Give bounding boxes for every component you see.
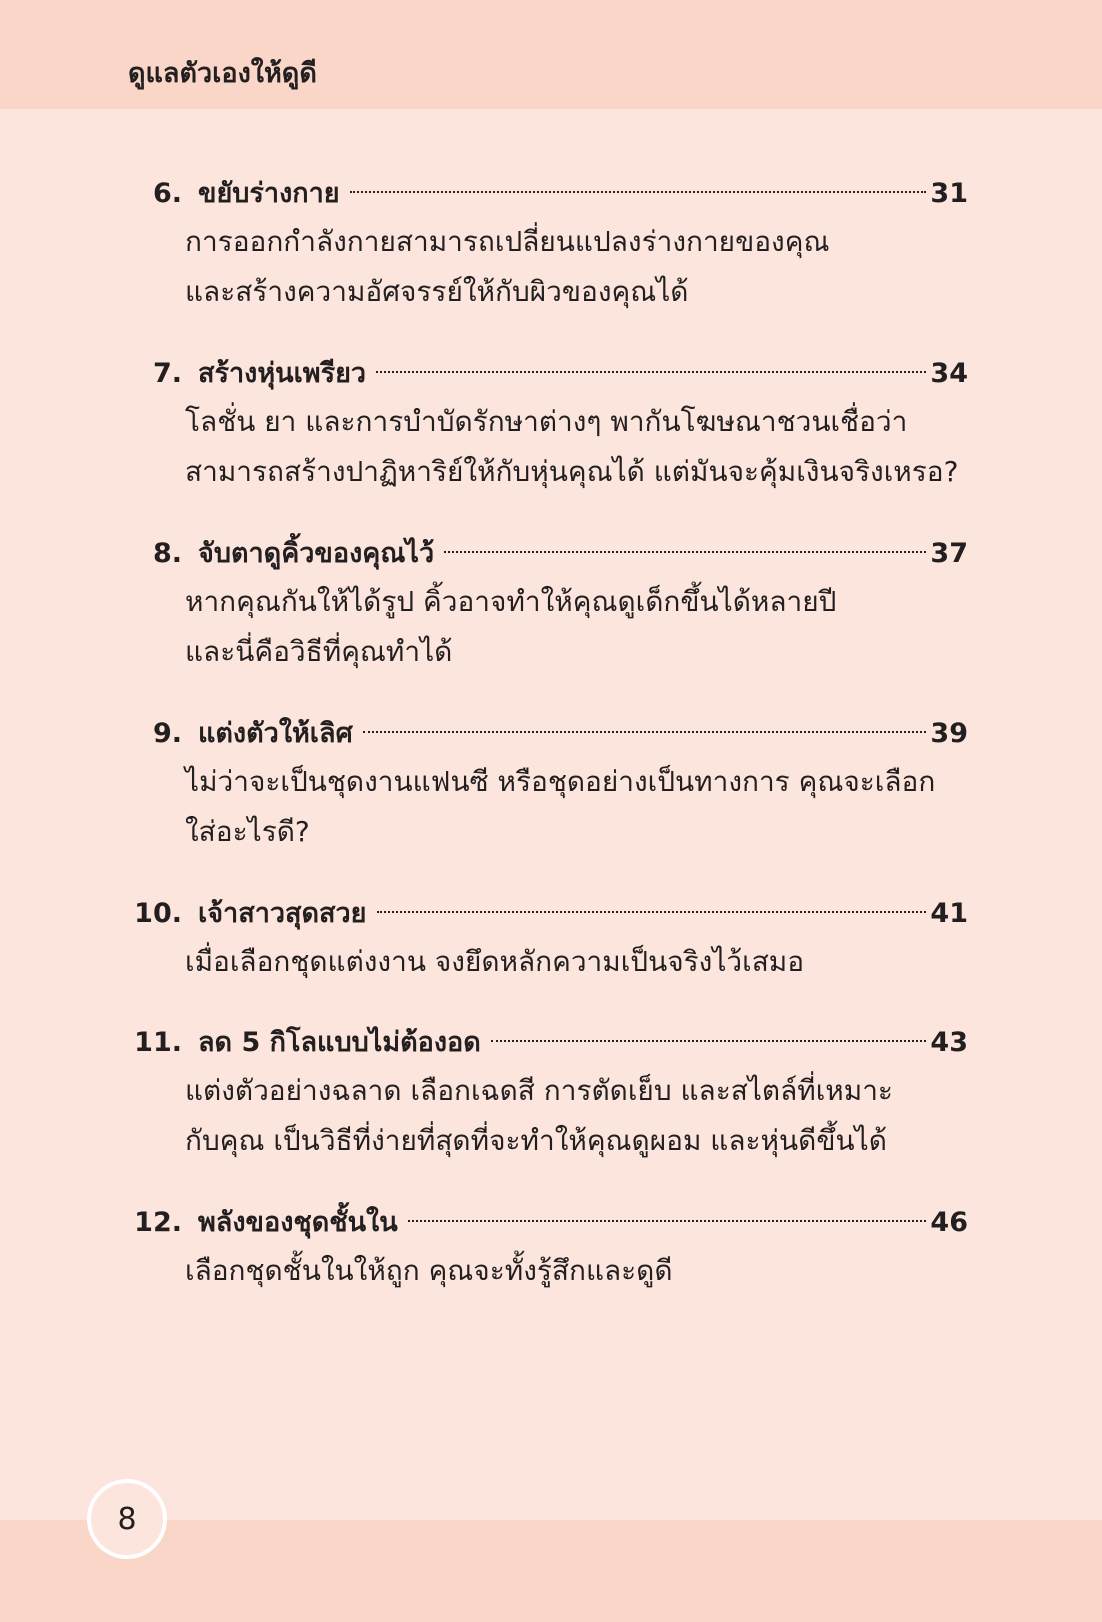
dot-leader [376, 371, 926, 373]
toc-entry-description-line: ไม่ว่าจะเป็นชุดงานแฟนซี หรือชุดอย่างเป็นทางการ คุณจะเลือก [185, 765, 936, 798]
toc-entry-description-line: เมื่อเลือกชุดแต่งงาน จงยึดหลักความเป็นจริงไว้เสมอ [185, 945, 805, 978]
toc-entry-heading [130, 531, 968, 577]
toc-entry-page: 39 [930, 718, 968, 749]
toc-entry-description-line: หากคุณกันให้ได้รูป คิ้วอาจทำให้คุณดูเด็กขึ้นได้หลายปี [185, 585, 837, 618]
toc-entry-heading [130, 171, 968, 217]
toc-entry-description-line: แต่งตัวอย่างฉลาด เลือกเฉดสี การตัดเย็บ และสไตล์ที่เหมาะ [185, 1074, 893, 1107]
dot-leader [350, 191, 927, 193]
toc-entry-page: 37 [930, 538, 968, 569]
toc-entry[interactable] [130, 711, 968, 857]
toc-entry-description-line: การออกกำลังกายสามารถเปลี่ยนแปลงร่างกายของคุณ [185, 225, 830, 258]
toc-entry-title: จับตาดูคิ้วของคุณไว้ [198, 538, 435, 569]
toc-entry-description-line: เลือกชุดชั้นในให้ถูก คุณจะทั้งรู้สึกและดูดี [185, 1254, 673, 1287]
toc-entry-title: ลด 5 กิโลแบบไม่ต้องอด [198, 1027, 481, 1058]
toc-entry-heading [130, 1200, 968, 1246]
toc-entry-page: 34 [930, 358, 968, 389]
footer-band [0, 1520, 1102, 1622]
toc-entry-description-line: และสร้างความอัศจรรย์ให้กับผิวของคุณได้ [185, 275, 689, 308]
toc-entry[interactable] [130, 891, 968, 987]
dot-leader [377, 911, 927, 913]
toc-entry[interactable] [130, 531, 968, 677]
toc-entry-number: 12. [134, 1207, 182, 1238]
toc-entry-page: 43 [930, 1027, 968, 1058]
toc-entry[interactable] [130, 1020, 968, 1166]
toc-entry-number: 8. [152, 538, 182, 569]
toc-entry-number: 7. [152, 358, 182, 389]
toc-entry-description-line: ใส่อะไรดี? [185, 815, 310, 848]
toc-entry-heading [130, 891, 968, 937]
dot-leader [363, 731, 927, 733]
page-number: 8 [117, 1501, 137, 1537]
toc-entry-heading [130, 711, 968, 757]
dot-leader [444, 551, 926, 553]
toc-entry-description-line: และนี่คือวิธีที่คุณทำได้ [185, 635, 453, 668]
toc-entry-page: 46 [930, 1207, 968, 1238]
toc-entry-page: 31 [930, 178, 968, 209]
toc-entry-heading [130, 351, 968, 397]
dot-leader [491, 1040, 927, 1042]
toc-entry[interactable] [130, 351, 968, 497]
toc-entry-title: พลังของชุดชั้นใน [198, 1207, 398, 1238]
toc-entry[interactable] [130, 171, 968, 317]
toc-entry-description-line: กับคุณ เป็นวิธีที่ง่ายที่สุดที่จะทำให้คุณดูผอม และหุ่นดีขึ้นได้ [185, 1124, 887, 1157]
toc-entry-title: ขยับร่างกาย [198, 178, 340, 209]
toc-entry-title: เจ้าสาวสุดสวย [198, 898, 367, 929]
toc-entry-number: 6. [152, 178, 182, 209]
running-title: ดูแลตัวเองให้ดูดี [128, 58, 317, 89]
toc-entry-page: 41 [930, 898, 968, 929]
toc-entry-description-line: สามารถสร้างปาฏิหาริย์ให้กับหุ่นคุณได้ แต่มันจะคุ้มเงินจริงเหรอ? [185, 455, 959, 488]
toc-entry-number: 9. [152, 718, 182, 749]
toc-entry-number: 11. [134, 1027, 182, 1058]
page-number-badge [87, 1479, 167, 1559]
dot-leader [408, 1220, 927, 1222]
toc-entry-title: สร้างหุ่นเพรียว [198, 358, 367, 389]
toc-entry-heading [130, 1020, 968, 1066]
toc-entry-title: แต่งตัวให้เลิศ [198, 718, 353, 749]
toc-entry-description-line: โลชั่น ยา และการบำบัดรักษาต่างๆ พากันโฆษณาชวนเชื่อว่า [185, 405, 908, 438]
toc-entry[interactable] [130, 1200, 968, 1296]
toc-entry-number: 10. [134, 898, 182, 929]
